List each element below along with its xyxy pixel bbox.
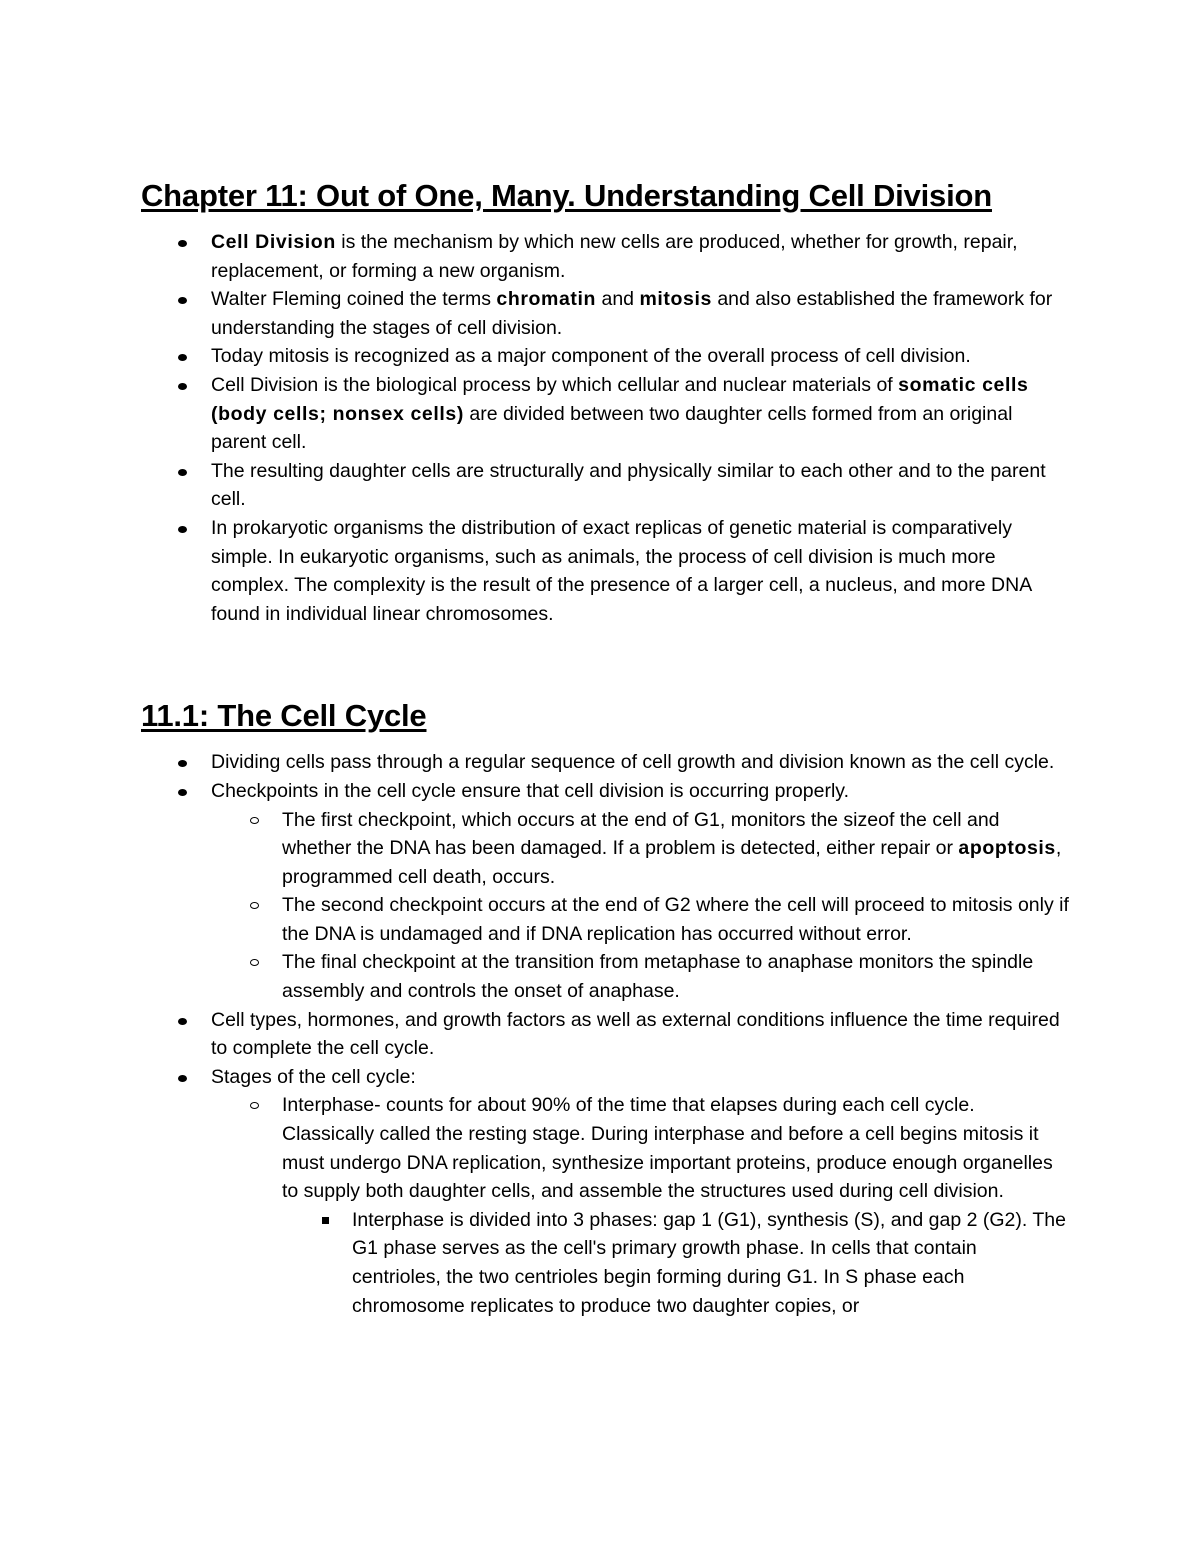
hollow-bullet-icon bbox=[250, 959, 259, 966]
hollow-bullet-icon bbox=[250, 817, 259, 824]
sub-list bbox=[141, 1091, 1071, 1320]
bullet-icon bbox=[178, 469, 187, 476]
list-item: Cell types, hormones, and growth factors as well as external conditions influence the time required to complete the cell cycle. bbox=[141, 1006, 1071, 1063]
sub-sub-list-item: Interphase is divided into 3 phases: gap 1 (G1), synthesis (S), and gap 2 (G2). The G1 phase serves as the cell's primary growth phase. In cells that contain centrioles, the two centrioles begin forming during G1. In S phase each chromosome replicates to produce two daughter copies, or bbox=[282, 1206, 1071, 1320]
sub-list-item: The second checkpoint occurs at the end of G2 where the cell will proceed to mitosis only if the DNA is undamaged and if DNA replication has occurred without error. bbox=[211, 891, 1071, 948]
list-item: Today mitosis is recognized as a major component of the overall process of cell division. bbox=[141, 342, 1071, 371]
bullet-icon bbox=[178, 240, 187, 247]
bullet-icon bbox=[178, 297, 187, 304]
section-title: 11.1: The Cell Cycle bbox=[141, 698, 427, 734]
sub-list-item: The first checkpoint, which occurs at the end of G1, monitors the sizeof the cell and whether the DNA has been damaged. If a problem is detected, either repair or apoptosis, programmed cell death, occurs. bbox=[211, 806, 1071, 892]
sub-sub-list bbox=[211, 1206, 1071, 1320]
square-bullet-icon bbox=[322, 1217, 329, 1224]
bullet-icon bbox=[178, 354, 187, 361]
sub-list bbox=[141, 806, 1071, 1006]
list-item: Checkpoints in the cell cycle ensure that cell division is occurring properly. The first checkpoint, which occurs at the end of G1, monitors the sizeof the cell and whether the DNA has been damaged. If a problem is detected, either repair or apoptosis, programmed cell death, occurs. The second checkpoint occurs at the end of G2 where the cell will proceed to mitosis only if the DNA is undamaged and if DNA replication has occurred without error. The final checkpoint at the transition from metaphase to anaphase monitors the spindle assembly and controls the onset of anaphase. bbox=[141, 777, 1071, 1006]
bullet-icon bbox=[178, 1075, 187, 1082]
bullet-icon bbox=[178, 789, 187, 796]
list-item: The resulting daughter cells are structurally and physically similar to each other and to the parent cell. bbox=[141, 457, 1071, 514]
hollow-bullet-icon bbox=[250, 902, 259, 909]
list-item: Dividing cells pass through a regular sequence of cell growth and division known as the cell cycle. bbox=[141, 748, 1071, 777]
list-item: Cell Division is the biological process by which cellular and nuclear materials of somatic cells (body cells; nonsex cells) are divided between two daughter cells formed from an original parent cell. bbox=[141, 371, 1071, 457]
chapter-title: Chapter 11: Out of One, Many. Understanding Cell Division bbox=[141, 178, 992, 213]
hollow-bullet-icon bbox=[250, 1102, 259, 1109]
sub-list-item: Interphase- counts for about 90% of the time that elapses during each cell cycle. Classically called the resting stage. During interphase and before a cell begins mitosis it must undergo DNA replication, synthesize important proteins, produce enough organelles to supply both daughter cells, and assemble the structures used during cell division. Interphase is divided into 3 phases: gap 1 (G1), synthesis (S), and gap 2 (G2). The G1 phase serves as the cell's primary growth phase. In cells that contain centrioles, the two centrioles begin forming during G1. In S phase each chromosome replicates to produce two daughter copies, or bbox=[211, 1091, 1071, 1320]
document-body bbox=[141, 176, 1071, 1320]
sub-list-item: The final checkpoint at the transition from metaphase to anaphase monitors the spindle assembly and controls the onset of anaphase. bbox=[211, 948, 1071, 1005]
bullet-icon bbox=[178, 1018, 187, 1025]
section-bullet-list bbox=[141, 748, 1071, 1320]
bullet-icon bbox=[178, 760, 187, 767]
list-item: Stages of the cell cycle: Interphase- counts for about 90% of the time that elapses during each cell cycle. Classically called the resting stage. During interphase and before a cell begins mitosis it must undergo DNA replication, synthesize important proteins, produce enough organelles to supply both daughter cells, and assemble the structures used during cell division. Interphase is divided into 3 phases: gap 1 (G1), synthesis (S), and gap 2 (G2). The G1 phase serves as the cell's primary growth phase. In cells that contain centrioles, the two centrioles begin forming during G1. In S phase each chromosome replicates to produce two daughter copies, or bbox=[141, 1063, 1071, 1320]
chapter-bullet-list bbox=[141, 228, 1071, 628]
list-item: Cell Division is the mechanism by which new cells are produced, whether for growth, repair, replacement, or forming a new organism. bbox=[141, 228, 1071, 285]
bullet-icon bbox=[178, 526, 187, 533]
list-item: Walter Fleming coined the terms chromatin and mitosis and also established the framework for understanding the stages of cell division. bbox=[141, 285, 1071, 342]
bullet-icon bbox=[178, 383, 187, 390]
list-item: In prokaryotic organisms the distribution of exact replicas of genetic material is comparatively simple. In eukaryotic organisms, such as animals, the process of cell division is much more complex. The complexity is the result of the presence of a larger cell, a nucleus, and more DNA found in individual linear chromosomes. bbox=[141, 514, 1071, 628]
